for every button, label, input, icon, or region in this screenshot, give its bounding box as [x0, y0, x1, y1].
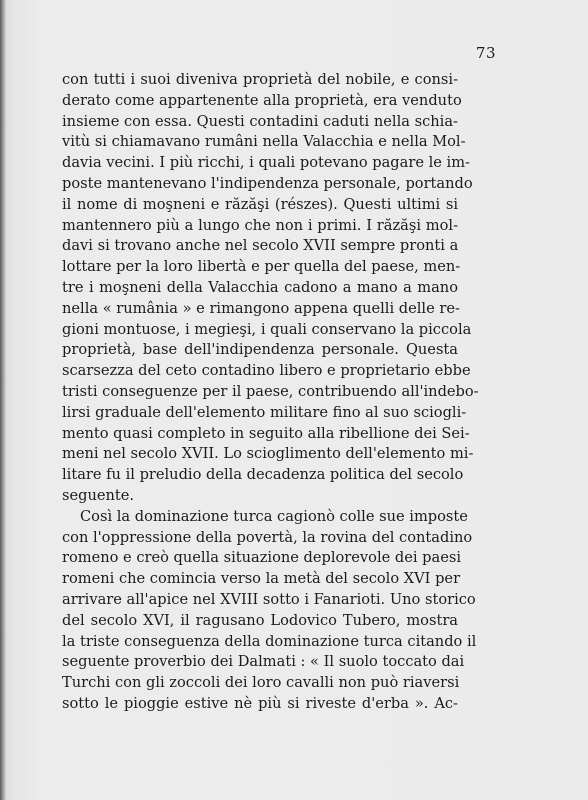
text-line: lottare per la loro libertà e per quella del paese, men-: [62, 258, 461, 276]
text-line: nella « rumânia » e rimangono appena quelli delle re-: [62, 299, 460, 317]
text-line: proprietà, base dell'indipendenza personale. Questa: [62, 341, 458, 359]
text-line: la triste conseguenza della dominazione turca citando il: [62, 632, 477, 650]
paragraph-1: [62, 70, 479, 507]
text-line: scarsezza del ceto contadino libero e proprietario ebbe: [62, 362, 471, 380]
text-line: Così la dominazione turca cagionò colle sue imposte: [80, 507, 468, 525]
text-line: tristi conseguenze per il paese, contribuendo all'indebo-: [62, 382, 479, 400]
text-line: lirsi graduale dell'elemento militare fino al suo sciogli-: [62, 403, 467, 421]
text-line: derato come appartenente alla proprietà, era venduto: [62, 91, 462, 109]
text-line: meni nel secolo XVII. Lo scioglimento dell'elemento mi-: [62, 445, 474, 463]
text-line: litare fu il preludio della decadenza politica del secolo: [62, 466, 464, 484]
text-line: mento quasi completo in seguito alla ribellione dei Sei-: [62, 424, 470, 442]
page-binding-edge: [0, 0, 6, 800]
text-line: con tutti i suoi diveniva proprietà del nobile, e consi-: [62, 71, 458, 88]
text-line: mantennero più a lungo che non i primi. I răzăşi mol-: [62, 216, 458, 234]
text-line: romeno e creò quella situazione deplorevole dei paesi: [62, 549, 462, 567]
text-line: davi si trovano anche nel secolo XVII sempre pronti a: [62, 237, 459, 255]
text-line: insieme con essa. Questi contadini caduti nella schia-: [62, 112, 458, 130]
text-line: sotto le pioggie estive nè più si riveste d'erba ». Ac-: [62, 694, 458, 712]
text-line: seguente proverbio dei Dalmati : « Il suolo toccato dai: [62, 653, 465, 671]
text-line: seguente.: [62, 486, 135, 504]
text-line: del secolo XVI, il ragusano Lodovico Tubero, mostra: [62, 611, 458, 629]
text-line: Turchi con gli zoccoli dei loro cavalli non può riaversi: [62, 674, 460, 692]
page-number: 73: [475, 44, 496, 62]
paragraph-2: [62, 507, 477, 715]
text-line: il nome di moşneni e răzăşi (részes). Questi ultimi si: [62, 195, 458, 213]
text-line: tre i moşneni della Valacchia cadono a mano a mano: [62, 278, 458, 296]
text-line: con l'oppressione della povertà, la rovina del contadino: [62, 528, 473, 546]
text-line: romeni che comincia verso la metà del secolo XVI per: [62, 570, 461, 588]
text-line: arrivare all'apice nel XVIII sotto i Fanarioti. Uno storico: [62, 590, 476, 608]
text-line: gioni montuose, i megieşi, i quali conservano la piccola: [62, 320, 472, 338]
body-text: [62, 70, 479, 715]
text-line: vitù si chiamavano rumâni nella Valacchia e nella Mol-: [62, 133, 466, 151]
text-line: poste mantenevano l'indipendenza personale, portando: [62, 174, 473, 192]
text-line: davia vecini. I più ricchi, i quali potevano pagare le im-: [62, 154, 470, 172]
